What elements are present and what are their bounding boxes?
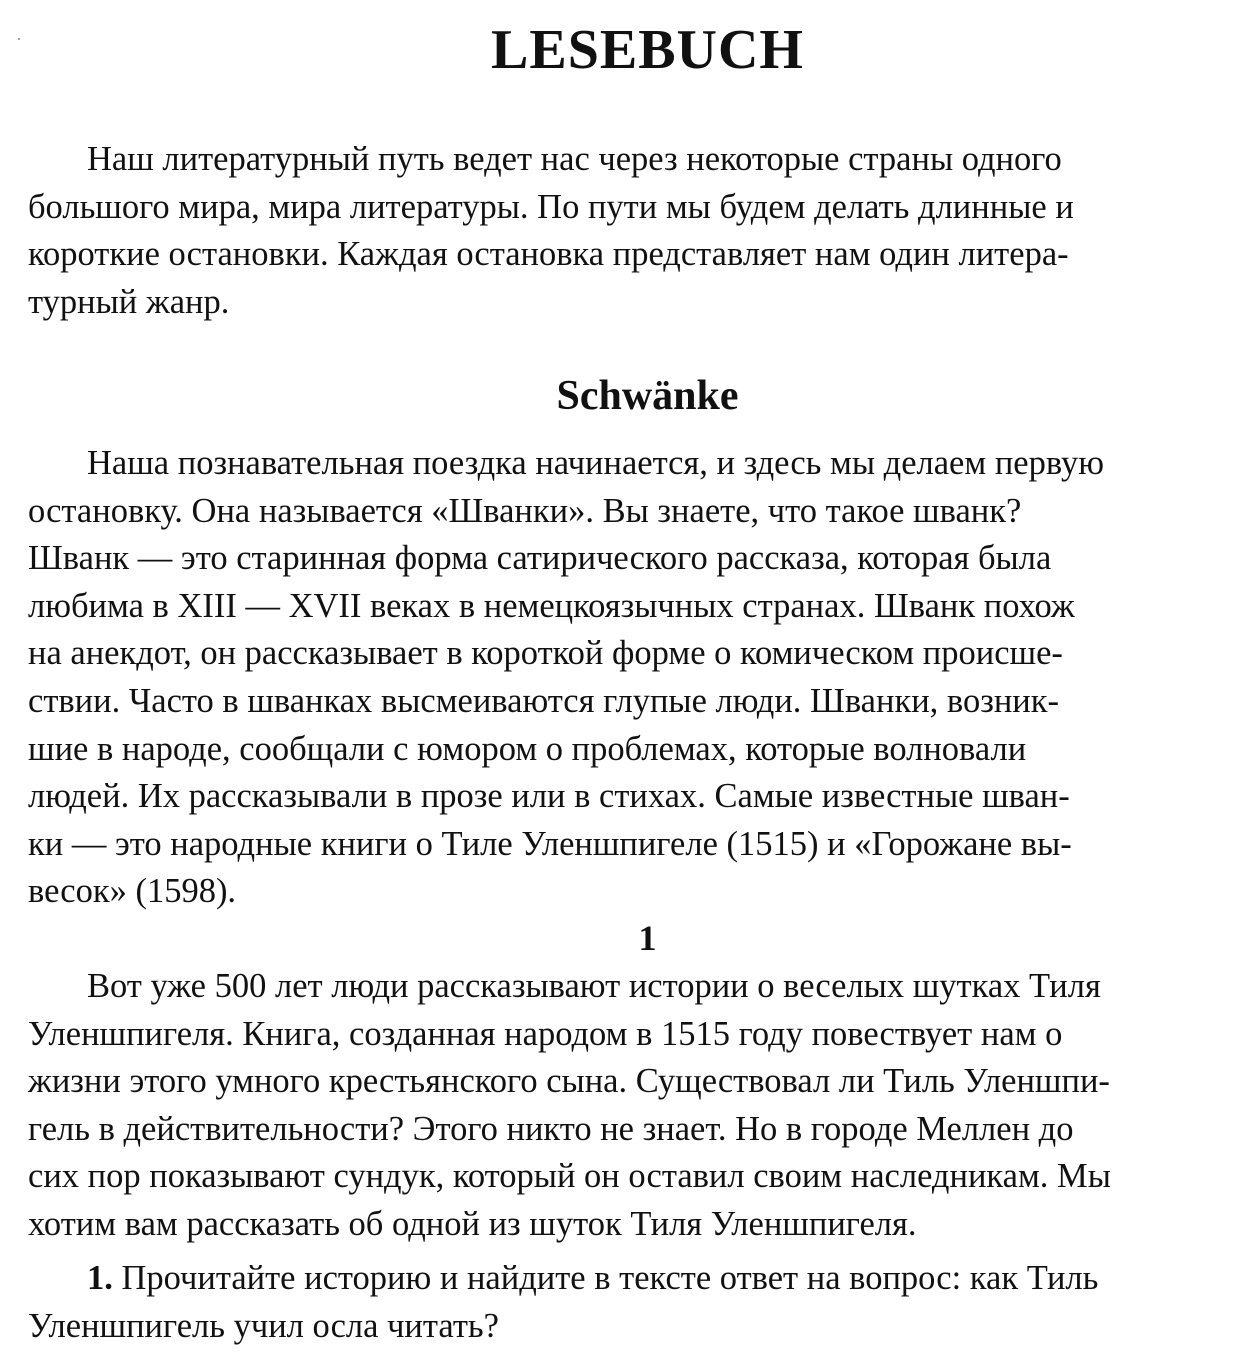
intro-line: большого мира, мира литературы. По пути мы будем делать длинные и (28, 187, 1074, 226)
subsection-line: Уленшпигеля. Книга, созданная народом в 1515 году повествует нам о (28, 1014, 1063, 1053)
section-heading: Schwänke (556, 373, 739, 419)
intro-line: турный жанр. (28, 282, 230, 321)
section-line: на анекдот, он рассказывает в короткой форме о комическом происше- (28, 634, 1063, 673)
subsection-paragraph (28, 963, 1255, 1249)
task-line (28, 1255, 1255, 1303)
task-number: 1. (87, 1259, 113, 1297)
section-line: Шванк — это старинная форма сатирического рассказа, которая была (28, 539, 1052, 578)
page-title: LESEBUCH (491, 19, 804, 81)
intro-line: короткие остановки. Каждая остановка представляет нам один литера- (28, 235, 1069, 274)
section-line: весок» (1598). (28, 872, 237, 911)
subsection-line: сих пор показывают сундук, который он оставил своим наследникам. Мы (28, 1157, 1111, 1196)
subsection-number: 1 (638, 918, 657, 958)
task-paragraph (28, 1255, 1255, 1350)
task-line: Уленшпигель учил осла читать? (28, 1306, 499, 1345)
subsection-line: хотим вам рассказать об одной из шуток Тиля Уленшпигеля. (28, 1204, 917, 1243)
section-line: ки — это народные книги о Тиле Уленшпигеле (1515) и «Горожане вы- (28, 824, 1072, 863)
section-line: любима в XIII — XVII веках в немецкоязычных странах. Шванк похож (28, 586, 1075, 625)
intro-line: Наш литературный путь ведет нас через некоторые страны одного (87, 140, 1062, 178)
subsection-line: Вот уже 500 лет люди рассказывают истории о веселых шутках Тиля (87, 967, 1101, 1005)
section-line: ствии. Часто в шванках высмеиваются глупые люди. Шванки, возник- (28, 681, 1060, 720)
section-line: Наша познавательная поездка начинается, и здесь мы делаем первую (87, 444, 1104, 482)
intro-paragraph (28, 136, 1255, 326)
task-text: Прочитайте историю и найдите в тексте ответ на вопрос: как Тиль (112, 1259, 1099, 1297)
subsection-line: гель в действительности? Этого никто не знает. Но в городе Меллен до (28, 1109, 1074, 1148)
section-line: людей. Их рассказывали в прозе или в стихах. Самые известные шван- (28, 777, 1070, 816)
subsection-line: жизни этого умного крестьянского сына. Существовал ли Тиль Уленшпи- (28, 1062, 1110, 1101)
section-line: остановку. Она называется «Шванки». Вы знаете, что такое шванк? (28, 491, 1022, 530)
section-paragraph (28, 440, 1255, 916)
section-line: шие в народе, сообщали с юмором о проблемах, которые волновали (28, 729, 1027, 768)
